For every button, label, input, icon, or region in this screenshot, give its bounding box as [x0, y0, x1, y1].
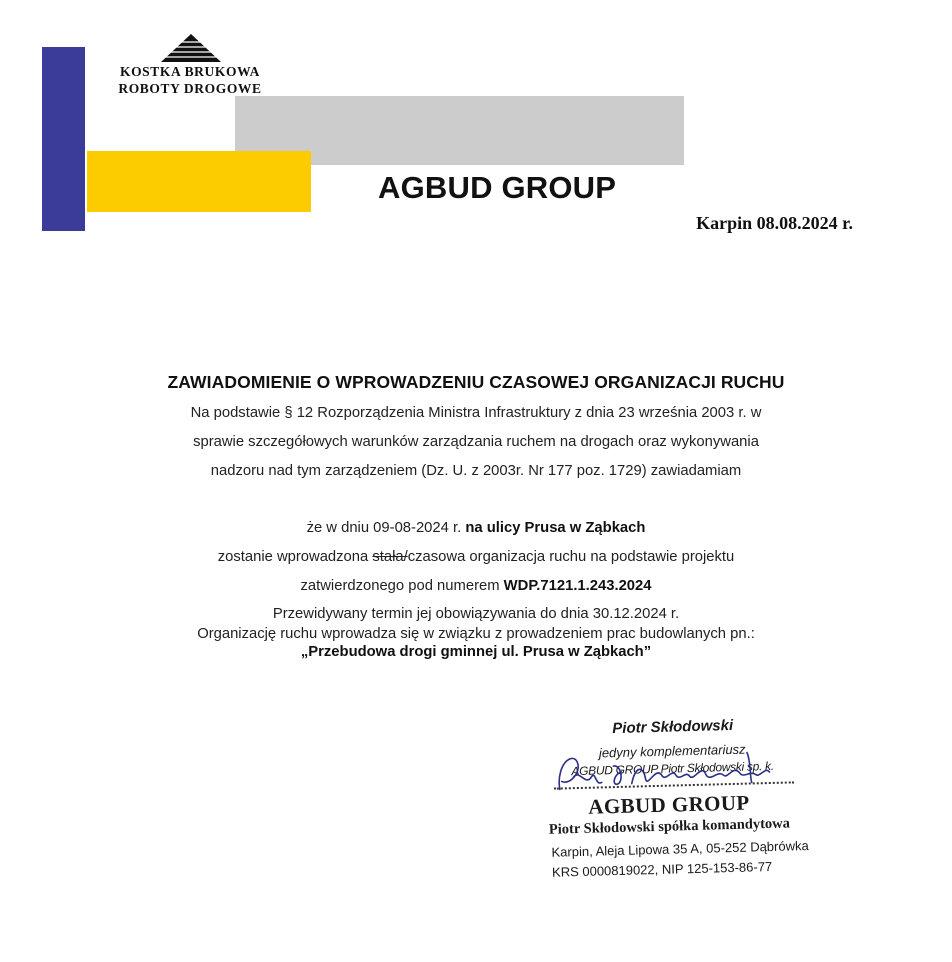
logo-text-line1: KOSTKA BRUKOWA [119, 64, 261, 79]
project-number: WDP.7121.1.243.2024 [503, 578, 652, 594]
project-name: „Przebudowa drogi gminnej ul. Prusa w Ząbkach” [300, 644, 652, 660]
body-line-6 [0, 578, 952, 594]
body-line-7: Przewidywany termin jej obowiązywania do dnia 30.12.2024 r. [272, 606, 680, 622]
logo-blue-bar [42, 47, 85, 231]
street-location: na ulicy Prusa w Ząbkach [465, 520, 646, 536]
line5-suffix: czasowa organizacja ruchu na podstawie projektu [407, 549, 735, 565]
stamp-company-short: AGBUD GROUP Piotr Skłodowski sp. k. [571, 758, 774, 779]
body-line-4 [0, 520, 952, 536]
struck-word: stała/ [372, 549, 408, 565]
body-line-3: nadzoru nad tym zarządzeniem (Dz. U. z 2003r. Nr 177 poz. 1729) zawiadamiam [210, 463, 742, 479]
stamp-company-full: Piotr Skłodowski spółka komandytowa [548, 815, 791, 838]
pyramid-logo-icon [160, 33, 222, 63]
date-of-change: że w dniu 09-08-2024 r. [306, 520, 466, 536]
company-brand: AGBUD GROUP [378, 170, 617, 205]
stamp-address: Karpin, Aleja Lipowa 35 A, 05-252 Dąbrówka [551, 838, 809, 860]
document-title: ZAWIADOMIENIE O WPROWADZENIU CZASOWEJ ORGANIZACJI RUCHU [167, 372, 785, 392]
stamp-role: jedyny komplementariusz [598, 741, 746, 761]
company-stamp [540, 710, 834, 888]
body-line-2: sprawie szczegółowych warunków zarządzania ruchem na drogach oraz wykonywania [193, 434, 759, 450]
line5-prefix: zostanie wprowadzona [217, 549, 373, 565]
stamp-registry: KRS 0000819022, NIP 125-153-86-77 [551, 858, 773, 880]
body-line-1: Na podstawie § 12 Rozporządzenia Ministra Infrastruktury z dnia 23 września 2003 r. w [190, 405, 762, 421]
line6-prefix: zatwierdzonego pod numerem [300, 578, 504, 594]
stamp-name: Piotr Skłodowski [612, 716, 734, 738]
body-line-5 [0, 549, 952, 565]
handwritten-signature [551, 741, 792, 799]
document-date: Karpin 08.08.2024 r. [696, 213, 853, 233]
body-line-8: Organizację ruchu wprowadza się w związku z prowadzeniem prac budowlanych pn.: [197, 626, 755, 642]
logo-yellow-bar [87, 151, 311, 212]
logo-text-line2: ROBOTY DROGOWE [118, 81, 262, 96]
stamp-brand: AGBUD GROUP [588, 790, 750, 819]
